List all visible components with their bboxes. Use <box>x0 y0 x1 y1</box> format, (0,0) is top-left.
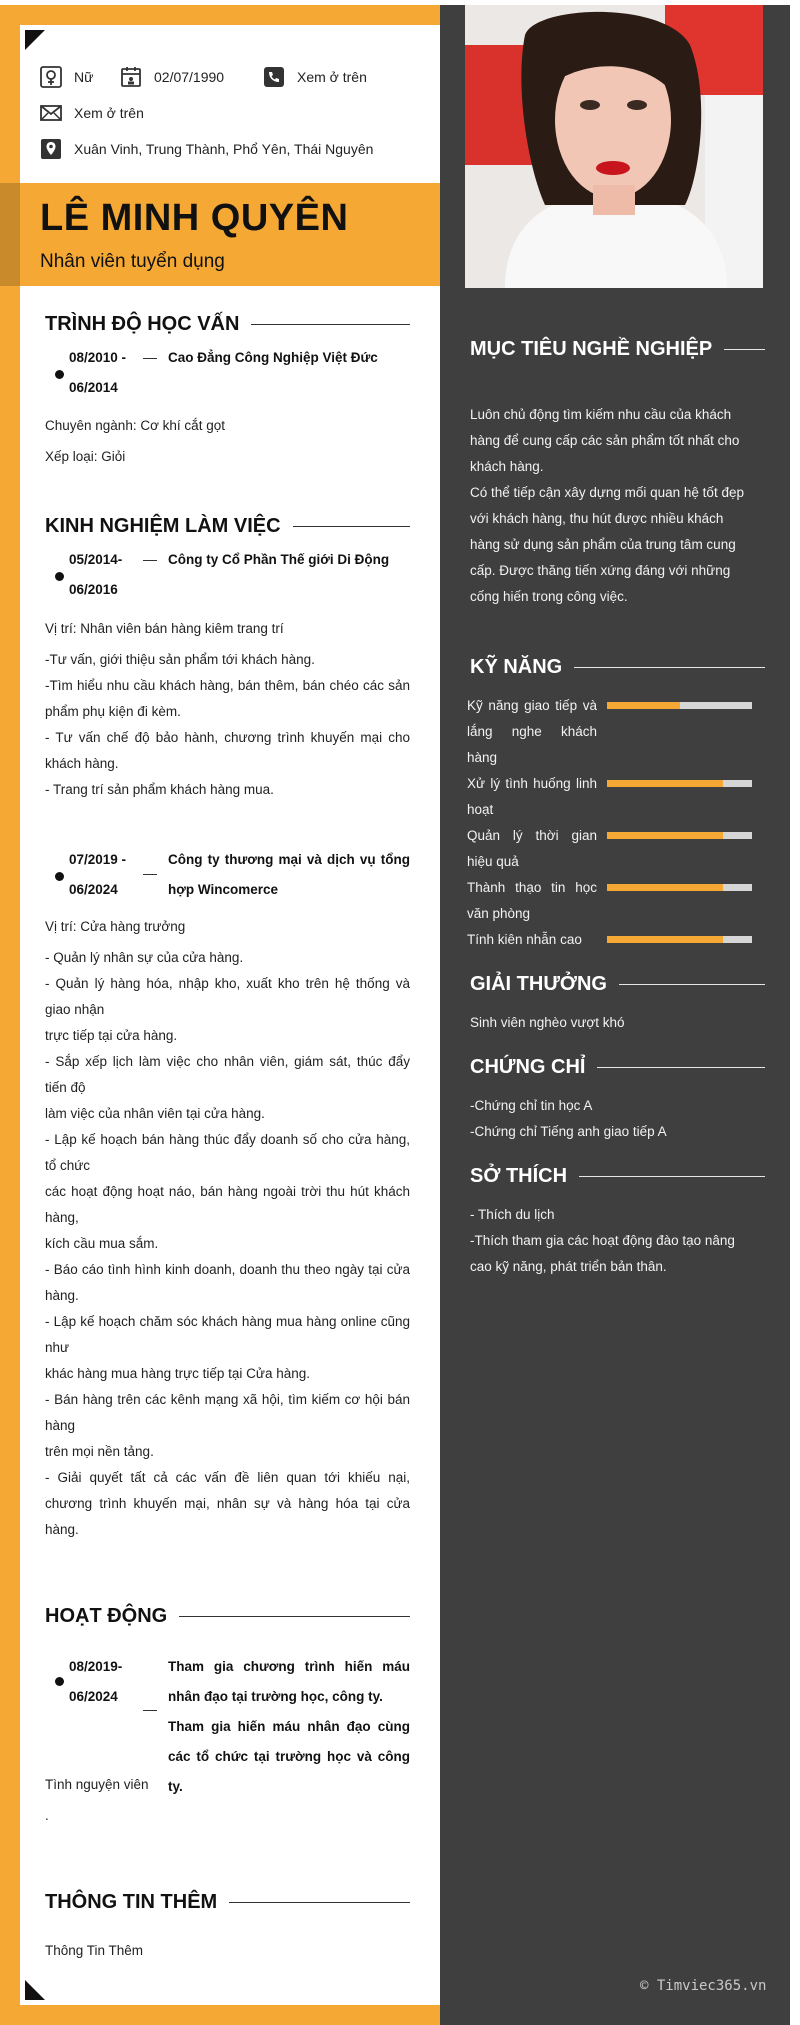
full-name: LÊ MINH QUYÊN <box>40 197 349 239</box>
education-grade: Xếp loại: Giỏi <box>45 449 126 464</box>
experience-line: trên mọi nền tảng. <box>45 1444 154 1459</box>
job-title: Nhân viên tuyển dụng <box>40 251 225 272</box>
skill-bar <box>607 702 752 709</box>
activity-extra: . <box>45 1808 49 1823</box>
awards-heading-text: GIẢI THƯỞNG <box>470 973 607 995</box>
skills-heading-rule <box>574 667 765 668</box>
education-school: Cao Đẳng Công Nghiệp Việt Đức <box>168 350 378 365</box>
name-banner-accent <box>0 183 20 286</box>
timeline-dot <box>55 572 64 581</box>
birthday-value: 02/07/1990 <box>154 69 225 85</box>
gender-value: Nữ <box>74 69 94 85</box>
skills-heading <box>470 656 765 679</box>
experience-heading-rule <box>293 526 410 527</box>
awards-heading-rule <box>619 984 765 985</box>
experience-line: làm việc của nhân viên tại cửa hàng. <box>45 1106 265 1121</box>
watermark: © Timviec365.vn <box>640 1978 767 1994</box>
experience-line: - Quản lý nhân sự của cửa hàng. <box>45 950 244 965</box>
timeline-dash <box>143 874 157 875</box>
certificate-item: -Chứng chỉ tin học A <box>470 1098 593 1113</box>
activity-title-1: Tham gia chương trình hiến máu nhân đạo tại trường học, công ty. <box>168 1659 410 1704</box>
skill-fill <box>607 884 723 891</box>
certificates-heading-text: CHỨNG CHỈ <box>470 1056 586 1078</box>
awards-text: Sinh viên nghèo vượt khó <box>470 1015 625 1030</box>
calendar-icon <box>120 66 142 88</box>
experience-line: -Tư vấn, giới thiệu sản phẩm tới khách hàng. <box>45 652 315 667</box>
corner-triangle-bottom <box>25 1980 45 2000</box>
objective-text <box>470 402 755 610</box>
envelope-icon <box>40 102 62 124</box>
timeline-dot <box>55 872 64 881</box>
hobby-item: - Thích du lịch <box>470 1207 555 1222</box>
phone-value: Xem ở trên <box>297 69 367 85</box>
experience-line: khác hàng mua hàng trực tiếp tại Cửa hàng. <box>45 1366 310 1381</box>
education-heading-text: TRÌNH ĐỘ HỌC VẤN <box>45 313 240 335</box>
skills-heading-text: KỸ NĂNG <box>470 656 563 678</box>
experience-line: kích cầu mua sắm. <box>45 1236 159 1251</box>
education-major: Chuyên ngành: Cơ khí cắt gọt <box>45 418 225 433</box>
additional-text: Thông Tin Thêm <box>45 1943 144 1958</box>
activity-title-2: Tham gia hiến máu nhân đạo cùng các tổ chức tại trường học và công ty. <box>168 1719 410 1794</box>
objective-heading <box>470 338 765 361</box>
experience-position: Vị trí: Nhân viên bán hàng kiêm trang trí <box>45 621 284 636</box>
activity-date: 08/2019- 06/2024 <box>69 1659 123 1704</box>
experience-details-2 <box>45 914 410 1543</box>
activities-heading-rule <box>179 1616 410 1617</box>
experience-heading <box>45 515 410 538</box>
certificates-list <box>470 1093 755 1145</box>
activity-details <box>45 1772 410 1829</box>
objective-heading-text: MỤC TIÊU NGHỀ NGHIỆP <box>470 338 713 360</box>
activities-heading <box>45 1605 410 1628</box>
education-heading <box>45 313 410 336</box>
skill-bar <box>607 832 752 839</box>
additional-heading-rule <box>229 1902 410 1903</box>
experience-position: Vị trí: Cửa hàng trưởng <box>45 919 186 934</box>
additional-heading <box>45 1891 410 1914</box>
education-heading-rule <box>251 324 410 325</box>
contact-gender <box>40 66 93 88</box>
hobbies-heading <box>470 1165 765 1188</box>
skill-name: Quản lý thời gian hiệu quả <box>467 828 597 869</box>
contact-address <box>40 138 373 160</box>
skill-name: Kỹ năng giao tiếp và lắng nghe khách hàng <box>467 698 597 765</box>
experience-line: - Tư vấn chế độ bảo hành, chương trình khuyến mại cho khách hàng. <box>45 730 410 771</box>
experience-line: -Tìm hiểu nhu cầu khách hàng, bán thêm, bán chéo các sản phẩm phụ kiện đi kèm. <box>45 678 410 719</box>
experience-line: - Lập kế hoạch chăm sóc khách hàng mua hàng online cũng như <box>45 1314 410 1355</box>
timeline-dash <box>143 1710 157 1711</box>
skill-fill <box>607 780 723 787</box>
experience-entry-2 <box>45 845 410 910</box>
contact-phone <box>263 66 367 88</box>
corner-triangle-top <box>25 30 45 50</box>
gender-icon <box>40 66 62 88</box>
contact-birthday <box>120 66 224 88</box>
education-date: 08/2010 - 06/2014 <box>69 350 127 395</box>
experience-company: Công ty Cổ Phần Thế giới Di Động <box>168 552 390 567</box>
education-entry <box>45 343 410 408</box>
experience-date: 05/2014- 06/2016 <box>69 552 123 597</box>
hobbies-heading-text: SỞ THÍCH <box>470 1165 568 1187</box>
education-details <box>45 413 410 470</box>
experience-line: các hoạt động hoạt náo, bán hàng ngoài trời thu hút khách hàng, <box>45 1184 410 1225</box>
certificate-item: -Chứng chỉ Tiếng anh giao tiếp A <box>470 1124 667 1139</box>
objective-heading-rule <box>724 349 765 350</box>
phone-icon <box>263 66 285 88</box>
skill-fill <box>607 832 723 839</box>
experience-line: - Lập kế hoạch bán hàng thúc đẩy doanh số cho cửa hàng, tổ chức <box>45 1132 410 1173</box>
skill-bar <box>607 780 752 787</box>
location-icon <box>40 138 62 160</box>
experience-company: Công ty thương mại và dịch vụ tổng hợp Wincomerce <box>168 852 410 897</box>
timeline-dash <box>143 560 157 561</box>
skill-bar <box>607 936 752 943</box>
address-value: Xuân Vinh, Trung Thành, Phổ Yên, Thái Nguyên <box>74 141 374 157</box>
skill-fill <box>607 936 723 943</box>
certificates-heading-rule <box>597 1067 765 1068</box>
profile-photo <box>465 5 763 288</box>
experience-line: - Sắp xếp lịch làm việc cho nhân viên, giám sát, thúc đẩy tiến độ <box>45 1054 410 1095</box>
skill-name: Xử lý tình huống linh hoạt <box>467 776 597 817</box>
experience-line: - Giải quyết tất cả các vấn đề liên quan tới khiếu nại, chương trình khuyến mại, nhân sự và hàng hóa tại cửa hàng. <box>45 1470 410 1537</box>
certificates-heading <box>470 1056 765 1079</box>
experience-heading-text: KINH NGHIỆM LÀM VIỆC <box>45 515 281 537</box>
email-value: Xem ở trên <box>74 105 144 121</box>
skill-name: Tính kiên nhẫn cao <box>467 932 582 947</box>
timeline-dash <box>143 358 157 359</box>
activity-role: Tình nguyện viên <box>45 1777 149 1792</box>
hobby-item: -Thích tham gia các hoạt động đào tạo nâng cao kỹ năng, phát triển bản thân. <box>470 1233 735 1274</box>
objective-paragraph-2: Có thể tiếp cận xây dựng mối quan hệ tốt đẹp với khách hàng, thu hút được nhiều khách hàng sử dụng sản phẩm của trung tâm cung cấp. Được thăng tiến xứng đáng với những cống hiến trong công việc. <box>470 485 744 604</box>
activities-heading-text: HOẠT ĐỘNG <box>45 1605 168 1627</box>
experience-entry-1 <box>45 545 410 610</box>
skill-fill <box>607 702 680 709</box>
skill-name: Thành thạo tin học văn phòng <box>467 880 597 921</box>
experience-line: - Quản lý hàng hóa, nhập kho, xuất kho trên hệ thống và giao nhận <box>45 976 410 1017</box>
objective-paragraph-1: Luôn chủ động tìm kiếm nhu cầu của khách hàng để cung cấp các sản phẩm tốt nhất cho khách hàng. <box>470 407 740 474</box>
timeline-dot <box>55 370 64 379</box>
experience-date: 07/2019 - 06/2024 <box>69 852 127 897</box>
name-banner <box>0 183 440 286</box>
hobbies-list <box>470 1202 755 1280</box>
experience-details-1 <box>45 616 410 803</box>
additional-heading-text: THÔNG TIN THÊM <box>45 1891 218 1913</box>
hobbies-heading-rule <box>579 1176 765 1177</box>
contact-email <box>40 102 144 124</box>
experience-line: - Bán hàng trên các kênh mạng xã hội, tìm kiếm cơ hội bán hàng <box>45 1392 410 1433</box>
skill-bar <box>607 884 752 891</box>
experience-line: - Trang trí sản phẩm khách hàng mua. <box>45 782 274 797</box>
experience-line: trực tiếp tại cửa hàng. <box>45 1028 178 1043</box>
awards-heading <box>470 973 765 996</box>
experience-line: - Báo cáo tình hình kinh doanh, doanh thu theo ngày tại cửa hàng. <box>45 1262 410 1303</box>
timeline-dot <box>55 1677 64 1686</box>
